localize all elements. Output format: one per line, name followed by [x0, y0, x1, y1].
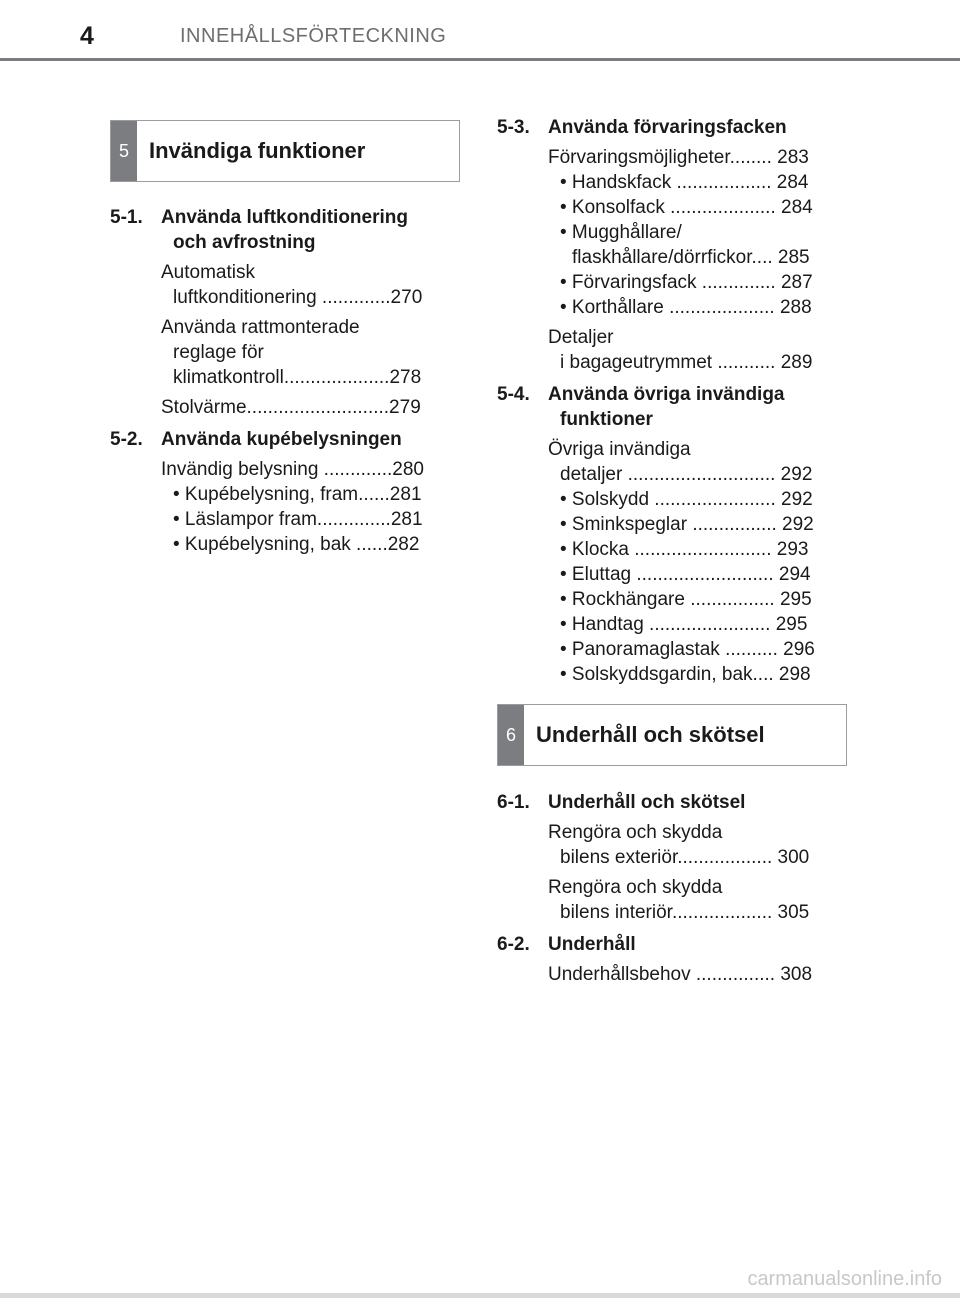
- toc-item-label: Använda rattmonterade: [161, 317, 360, 338]
- toc-item-label-cont: i bagageutrymmet ........... 289: [560, 352, 813, 373]
- section-5-title: Invändiga funktioner: [149, 138, 366, 163]
- section-5-number: 5: [111, 121, 137, 181]
- chapter-title-cont: och avfrostning: [173, 232, 316, 253]
- toc-item-label: Invändig belysning .............280: [161, 459, 424, 480]
- toc-item-label-cont: luftkonditionering .............270: [173, 287, 423, 308]
- toc-subitem-label-cont: flaskhållare/dörrfickor.... 285: [572, 247, 810, 268]
- toc-subitem[interactable]: • Handskfack .................. 284: [560, 172, 809, 193]
- chapter-code: 6-1.: [497, 792, 530, 813]
- section-6-number: 6: [498, 705, 524, 765]
- section-6-header: [497, 704, 847, 766]
- toc-subitem[interactable]: • Kupébelysning, fram......281: [173, 484, 422, 505]
- toc-subitem[interactable]: • Panoramaglastak .......... 296: [560, 639, 815, 660]
- footer-bar: [0, 1293, 960, 1298]
- right-column-lower: [497, 790, 847, 987]
- page-header: [0, 0, 960, 60]
- toc-subitem[interactable]: • Solskydd ....................... 292: [560, 489, 813, 510]
- toc-subitem[interactable]: • Eluttag .......................... 294: [560, 564, 811, 585]
- chapter-title: Använda kupébelysningen: [161, 429, 402, 450]
- toc-item-label-cont: bilens exteriör.................. 300: [560, 847, 810, 868]
- chapter-5-1[interactable]: [110, 205, 460, 255]
- toc-item-label: Automatisk: [161, 262, 255, 283]
- toc-item-label-cont: detaljer ............................ 292: [560, 464, 813, 485]
- toc-item-label-cont: reglage för: [173, 342, 264, 363]
- toc-subitem[interactable]: [560, 220, 847, 270]
- toc-item[interactable]: [548, 437, 847, 487]
- header-rule: [0, 58, 960, 61]
- toc-subitem[interactable]: • Handtag ....................... 295: [560, 614, 808, 635]
- chapter-title-cont: funktioner: [560, 409, 653, 430]
- chapter-code: 5-4.: [497, 384, 530, 405]
- toc-item-label: Stolvärme...........................279: [161, 397, 421, 418]
- toc-item-label: Förvaringsmöjligheter........ 283: [548, 147, 809, 168]
- toc-item-label: Övriga invändiga: [548, 439, 691, 460]
- chapter-title: Använda övriga invändiga: [548, 384, 785, 405]
- toc-item[interactable]: [161, 315, 460, 390]
- toc-item[interactable]: [161, 260, 460, 310]
- chapter-5-4[interactable]: [497, 382, 847, 432]
- toc-subitem[interactable]: • Korthållare .................... 288: [560, 297, 812, 318]
- toc-item[interactable]: [548, 820, 847, 870]
- chapter-5-3[interactable]: [497, 115, 847, 140]
- chapter-code: 5-2.: [110, 429, 143, 450]
- toc-subitem[interactable]: • Kupébelysning, bak ......282: [173, 534, 420, 555]
- chapter-title: Använda förvaringsfacken: [548, 117, 787, 138]
- toc-subitem[interactable]: • Solskyddsgardin, bak.... 298: [560, 664, 811, 685]
- chapter-6-1[interactable]: [497, 790, 847, 815]
- chapter-5-2[interactable]: [110, 427, 460, 452]
- toc-subitem[interactable]: • Konsolfack .................... 284: [560, 197, 813, 218]
- chapter-title: Underhåll: [548, 934, 636, 955]
- chapter-code: 5-1.: [110, 207, 143, 228]
- toc-item-label-cont: klimatkontroll....................278: [173, 367, 422, 388]
- toc-subitem[interactable]: • Läslampor fram..............281: [173, 509, 423, 530]
- toc-item[interactable]: [548, 875, 847, 925]
- toc-item[interactable]: [548, 325, 847, 375]
- toc-subitem[interactable]: • Rockhängare ................ 295: [560, 589, 812, 610]
- section-5-header: [110, 120, 460, 182]
- page-number: 4: [80, 22, 94, 50]
- toc-item[interactable]: [161, 395, 460, 420]
- chapter-title: Använda luftkonditionering: [161, 207, 408, 228]
- right-column: [497, 115, 847, 687]
- chapter-code: 5-3.: [497, 117, 530, 138]
- toc-item-label: Rengöra och skydda: [548, 877, 723, 898]
- toc-item[interactable]: [548, 145, 847, 170]
- section-6-title: Underhåll och skötsel: [536, 722, 765, 747]
- toc-subitem[interactable]: • Förvaringsfack .............. 287: [560, 272, 813, 293]
- toc-subitem[interactable]: • Klocka .......................... 293: [560, 539, 809, 560]
- toc-item-label: Rengöra och skydda: [548, 822, 723, 843]
- chapter-title: Underhåll och skötsel: [548, 792, 746, 813]
- chapter-code: 6-2.: [497, 934, 530, 955]
- toc-item-label: Detaljer: [548, 327, 614, 348]
- toc-item[interactable]: [548, 962, 847, 987]
- toc-subitem-label: • Mugghållare/: [560, 222, 682, 243]
- toc-subitem[interactable]: • Sminkspeglar ................ 292: [560, 514, 814, 535]
- toc-item[interactable]: [161, 457, 460, 482]
- toc-item-label-cont: bilens interiör................... 305: [560, 902, 810, 923]
- toc-item-label: Underhållsbehov ............... 308: [548, 964, 813, 985]
- left-column: [110, 205, 460, 557]
- header-title: INNEHÅLLSFÖRTECKNING: [180, 25, 447, 47]
- chapter-6-2[interactable]: [497, 932, 847, 957]
- watermark: carmanualsonline.info: [747, 1268, 942, 1290]
